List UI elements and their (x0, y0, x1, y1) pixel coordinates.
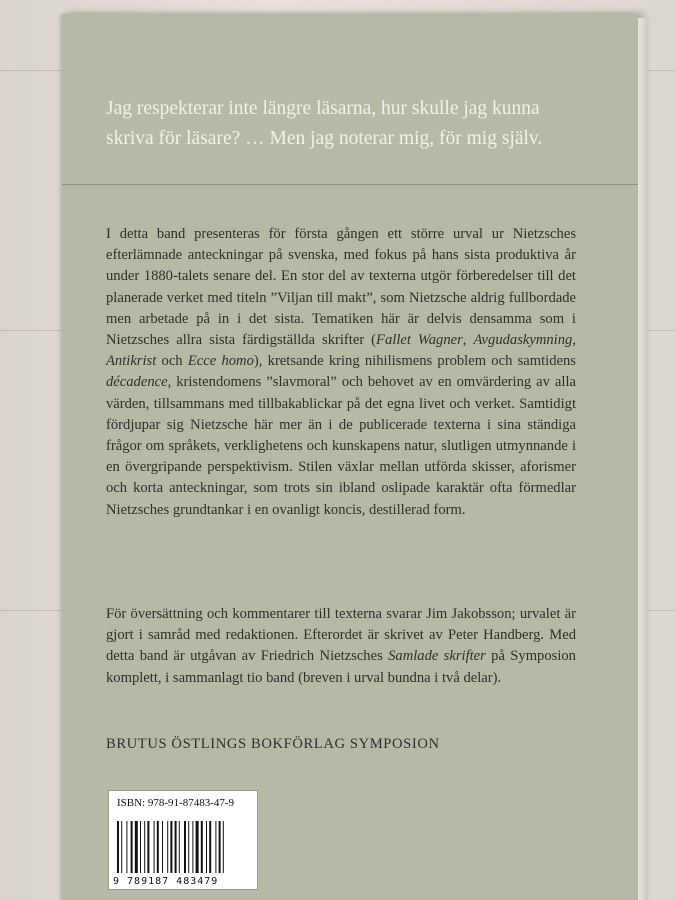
barcode-bars (117, 821, 249, 873)
cover-divider (62, 184, 638, 185)
title-antikrist: Antikrist (106, 353, 157, 370)
description-paragraph: I detta band presenteras för första gången ett större urval ur Nietzsches efterlämnade anteckningar på svenska, med fokus på hans sista produktiva år under 1880-talets senare del. En stor del av texterna utgör förberedelser till det planerade verket med titeln ”Viljan till makt”, som Nietzsche aldrig fullbordade men arbetade på in i det sista. Tematiken här är delvis densamma som i Nietzsches allra sista färdigställda skrifter (Fallet Wagner, Avgudaskymning, Antikrist och Ecce homo), kretsande kring nihilismens problem och samtidens décadence, kristendomens ”slavmoral” och behovet av en omvärdering av alla värden, tillsammans med tillbakablickar på det egna livet och verket. Samtidigt fördjupar sig Nietzsche här mer än i de publicerade texterna i sina ständiga frågor om språkets, verklighetens och kunskapens natur, slutligen utmynnande i en övergripande perspektivism. Stilen växlar mellan utförda skisser, aforismer och korta anteckningar, som trots sin ibland oslipade karaktär ofta förmedlar Nietzsches grundtankar i en ovanligt koncis, destillerad form. (106, 226, 576, 518)
epigraph-quote (106, 94, 606, 154)
title-fallet-wagner: Fallet Wagner (376, 332, 463, 349)
publisher-name: BRUTUS ÖSTLINGS BOKFÖRLAG SYMPOSION (106, 736, 440, 752)
title-avgudaskymning: Avgudaskymning (473, 332, 573, 349)
title-ecce-homo: Ecce homo (187, 353, 254, 370)
title-samlade-skrifter: Samlade skrifter (388, 648, 486, 665)
isbn-label: ISBN: 978-91-87483-47-9 (117, 797, 235, 809)
term-decadence: décadence (106, 374, 168, 391)
book-back-cover (62, 14, 638, 900)
barcode (108, 790, 258, 890)
credits-paragraph: För översättning och kommentarer till texterna svarar Jim Jakobsson; urvalet är gjort i samråd med redaktionen. Efterordet är skrivet av Peter Handberg. Med detta band är utgåvan av Friedrich Nietzsches Samlade skrifter på Symposion komplett, i sammanlagt tio band (breven i urval bundna i två delar). (106, 606, 576, 686)
barcode-digits: 9 789187 483479 (113, 876, 219, 887)
quote-line-1: Jag respekterar inte längre läsarna, hur skulle jag kunna (106, 98, 540, 119)
quote-line-2: skriva för läsare? … Men jag noterar mig, för mig själv. (106, 128, 543, 149)
